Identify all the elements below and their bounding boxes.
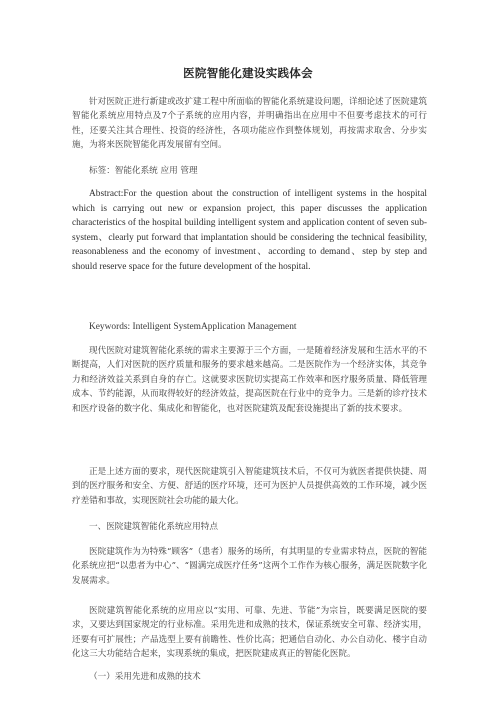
subsection-heading-1: （一）采用先进和成熟的技术 — [89, 672, 201, 682]
keywords-en: Keywords: Intelligent SystemApplication Management — [89, 322, 297, 332]
abstract-en: Abstract:For the question about the construction of intelligent systems in the hospital which is carrying out new or expansion project, this paper discusses the application characteristics of the hospital building intelligent system and application content of seven sub- system、clearly put forward that implantation should be considering the technical feasibility, reasonableness and the economy of investment、according to demand、step by step and should reserve space for the future development of the hospital. — [72, 189, 427, 272]
section-heading-1: 一、医院建筑智能化系统应用特点 — [89, 522, 218, 532]
keywords-cn: 标签：智能化系统 应用 管理 — [89, 166, 198, 176]
page-title: 医院智能化建设实践体会 — [183, 66, 313, 80]
body-paragraph-3: 医院建筑作为为特殊“顾客”（患者）服务的场所，有其明显的专业需求特点，医院的智能化系统应把“以患者为中心”、“圆满完成医疗任务”这两个工作作为核心服务，满足医院数字化发展需求。 — [72, 547, 427, 586]
body-paragraph-4: 医院建筑智能化系统的应用应以“实用、可靠、先进、节能”为宗旨，既要满足医院的要求，又要达到国家规定的行业标准。采用先进和成熟的技术，保证系统安全可靠、经济实用，还要有可扩展性；产品选型上要有前瞻性、性价比高；把通信自动化、办公自动化、楼宇自动化这三大功能结合起来，实现系统的集成，把医院建成真正的智能化医院。 — [72, 606, 427, 660]
body-paragraph-1: 现代医院对建筑智能化系统的需求主要源于三个方面，一是随着经济发展和生活水平的不断提高，人们对医院的医疗质量和服务的要求越来越高。二是医院作为一个经济实体，其竞争力和经济效益关系到自身的存亡。这就要求医院切实提高工作效率和医疗服务质量、降低管理成本、节约能源，从而取得较好的经济效益，提高医院在行业中的竞争力。三是新的诊疗技术和医疗设备的数字化、集成化和智能化，也对医院建筑及配套设施提出了新的技术要求。 — [72, 346, 427, 414]
abstract-cn: 针对医院正进行新建或改扩建工程中所面临的智能化系统建设问题，详细论述了医院建筑智能化系统应用特点及7个子系统的应用内容，并明确指出在应用中不但要考虑技术的可行性，还要关注其合理性、投资的经济性，各项功能应作到整体规划，再按需求取舍、分步实施，为将来医院智能化再发展留有空间。 — [72, 97, 427, 151]
body-paragraph-2: 正是上述方面的要求，现代医院建筑引入智能建筑技术后，不仅可为就医者提供快捷、周到的医疗服务和安全、方便、舒适的医疗环境，还可为医护人员提供高效的工作环境，减少医疗差错和事故，实现医院社会功能的最大化。 — [72, 467, 427, 506]
